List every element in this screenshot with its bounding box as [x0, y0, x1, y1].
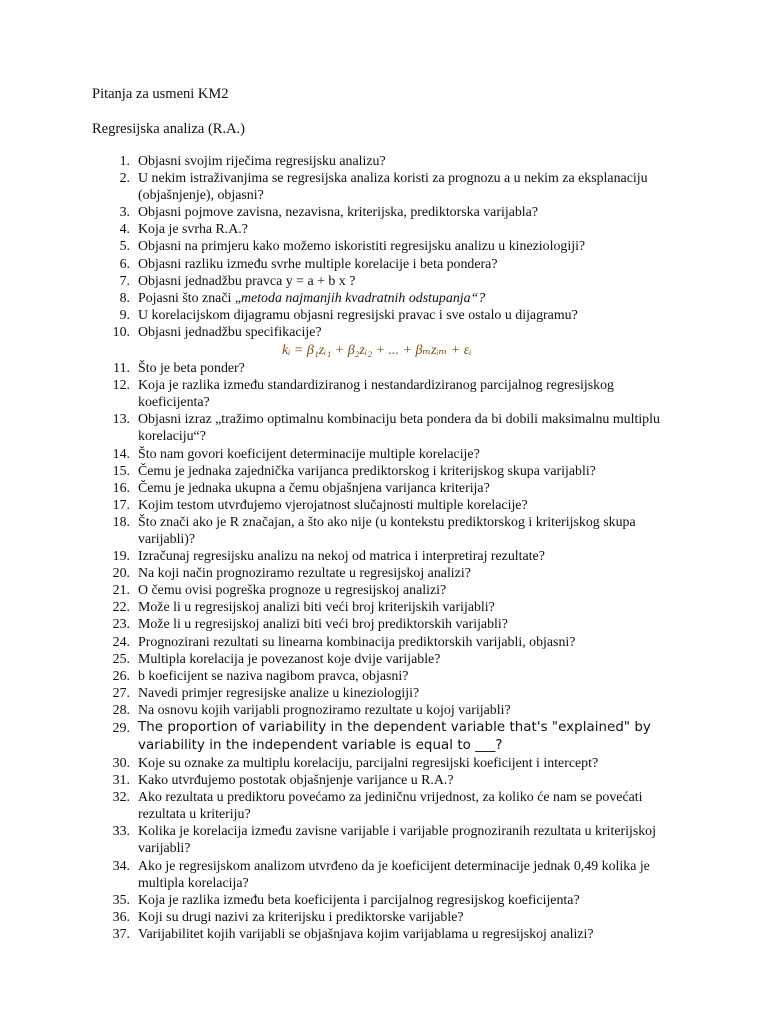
question-text: Ako je regresijskom analizom utvrđeno da je koeficijent determinacije jednak 0,49 kolika je multipla korelacija?: [138, 858, 650, 891]
question-item: [92, 411, 672, 445]
question-number: 31.: [112, 773, 130, 789]
question-number: 8.: [119, 290, 130, 306]
question-number: 36.: [112, 909, 130, 925]
question-number: 33.: [112, 824, 130, 840]
question-number: 10.: [112, 324, 130, 340]
question-text: Prognozirani rezultati su linearna kombinacija prediktorskih varijabli, objasni?: [138, 634, 576, 650]
question-number: 20.: [112, 566, 130, 582]
question-number: 16.: [112, 480, 130, 496]
question-item: [92, 360, 672, 377]
question-item: [92, 823, 672, 857]
question-number: 26.: [112, 668, 130, 684]
question-item: [92, 892, 672, 909]
question-number: 19.: [112, 549, 130, 565]
question-number: 30.: [112, 756, 130, 771]
question-item: [92, 599, 672, 616]
question-number: 32.: [112, 790, 130, 806]
question-number: 28.: [112, 702, 130, 718]
question-text: Koji su drugi nazivi za kriterijsku i prediktorske varijable?: [138, 909, 464, 925]
question-item: [92, 324, 672, 341]
question-text: Na koji način prognoziramo rezultate u regresijskoj analizi?: [138, 566, 471, 582]
question-text-part: Pojasni što znači „: [138, 290, 241, 306]
specification-equation: kᵢ = β₁zᵢ₁ + β₂zᵢ₂ + ... + βₘzᵢₘ + εᵢ: [282, 343, 472, 359]
question-text: O čemu ovisi pogreška prognoze u regresijskoj analizi?: [138, 583, 447, 599]
question-item: [92, 153, 672, 170]
question-item: [92, 789, 672, 823]
question-number: 27.: [112, 685, 130, 701]
question-number: 14.: [112, 446, 130, 462]
question-text: Koja je razlika između beta koeficijenta i parcijalnog regresijskog koeficijenta?: [138, 892, 580, 908]
question-number: 5.: [119, 239, 130, 255]
question-number: 29.: [112, 721, 130, 736]
question-item: [92, 685, 672, 702]
question-item: [92, 238, 672, 255]
question-number: 23.: [112, 617, 130, 633]
question-number: 6.: [119, 256, 130, 272]
question-text: Objasni pojmove zavisna, nezavisna, kriterijska, prediktorska varijabla?: [138, 205, 538, 221]
question-text: Kojim testom utvrđujemo vjerojatnost slučajnosti multiple korelacije?: [138, 497, 528, 513]
question-item: [92, 273, 672, 290]
question-item: [92, 702, 672, 719]
question-item: [92, 377, 672, 411]
question-number: 11.: [113, 361, 130, 377]
document-title: Pitanja za usmeni KM2: [92, 86, 229, 102]
question-text: Multipla korelacija je povezanost koje dvije varijable?: [138, 651, 441, 667]
question-number: 12.: [112, 378, 130, 394]
question-number: 7.: [119, 273, 130, 289]
question-item: [92, 755, 672, 772]
section-title: Regresijska analiza (R.A.): [92, 121, 246, 137]
question-text: Navedi primjer regresijske analize u kineziologiji?: [138, 685, 420, 701]
question-text: Čemu je jednaka ukupna a čemu objašnjena varijanca kriterija?: [138, 480, 490, 496]
question-text: Objasni jednadžbu specifikacije?: [138, 324, 322, 340]
question-text: U nekim istraživanjima se regresijska analiza koristi za prognozu a u nekim za eksplanaciju (objašnjenje), objasni?: [138, 171, 648, 204]
question-item: [92, 497, 672, 514]
question-item: [92, 926, 672, 943]
question-text: The proportion of variability in the dependent variable that's "explained" by variability in the independent variable is equal to ___?: [138, 720, 651, 753]
question-text: Objasni svojim riječima regresijsku analizu?: [138, 154, 386, 169]
question-number: 17.: [112, 497, 130, 513]
question-item: [92, 634, 672, 651]
question-item: [92, 307, 672, 324]
question-number: 15.: [112, 463, 130, 479]
question-text: Čemu je jednaka zajednička varijanca prediktorskog i kriterijskog skupa varijabli?: [138, 463, 596, 479]
question-number: 21.: [112, 583, 130, 599]
question-item: [92, 170, 672, 204]
question-item: [92, 548, 672, 565]
question-number: 25.: [112, 651, 130, 667]
question-item: [92, 463, 672, 480]
question-item: [92, 446, 672, 463]
question-number: 4.: [119, 222, 130, 238]
question-text: Može li u regresijskoj analizi biti veći broj prediktorskih varijabli?: [138, 617, 508, 633]
question-number: 24.: [112, 634, 130, 650]
question-item: [92, 480, 672, 497]
question-item: [92, 221, 672, 238]
question-text: Može li u regresijskoj analizi biti veći broj kriterijskih varijabli?: [138, 600, 495, 616]
question-number: 9.: [119, 307, 130, 323]
question-item: [92, 719, 672, 755]
question-text: Objasni razliku između svrhe multiple korelacije i beta pondera?: [138, 256, 498, 272]
question-text: Koja je svrha R.A.?: [138, 222, 248, 238]
question-number: 1.: [119, 154, 130, 169]
question-text: Što je beta ponder?: [138, 361, 245, 377]
question-text-part: “?: [470, 290, 486, 306]
question-text: Objasni jednadžbu pravca y = a + b x ?: [138, 273, 356, 289]
question-item: [92, 616, 672, 633]
question-number: 3.: [119, 205, 130, 221]
question-item: [92, 651, 672, 668]
question-text: Ako rezultata u prediktoru povećamo za jediničnu vrijednost, za koliko će nam se povećati rezultata u kriteriju?: [138, 790, 643, 823]
question-text: Koja je razlika između standardiziranog i nestandardiziranog parcijalnog regresijskog koeficijenta?: [138, 378, 614, 411]
question-text-italic: metoda najmanjih kvadratnih odstupanja: [241, 290, 471, 306]
question-text: Izračunaj regresijsku analizu na nekoj od matrica i interpretiraj rezultate?: [138, 549, 545, 565]
question-number: 2.: [119, 171, 130, 187]
question-text: [138, 290, 672, 307]
question-item: [92, 582, 672, 599]
question-text: Objasni na primjeru kako možemo iskoristiti regresijsku analizu u kineziologiji?: [138, 239, 586, 255]
question-number: 22.: [112, 600, 130, 616]
question-number: 18.: [112, 514, 130, 530]
question-text: Što nam govori koeficijent determinacije multiple korelacije?: [138, 446, 480, 462]
question-number: 34.: [112, 858, 130, 874]
question-text: Objasni izraz „tražimo optimalnu kombinaciju beta pondera da bi dobili maksimalnu multiplu korelaciju“?: [138, 412, 660, 445]
question-text: Što znači ako je R značajan, a što ako nije (u kontekstu prediktorskog i kriterijskog skupa varijabli)?: [138, 514, 636, 547]
question-item: [92, 514, 672, 548]
question-list: [92, 153, 672, 943]
question-item: [92, 256, 672, 273]
question-text: Kako utvrđujemo postotak objašnjenje varijance u R.A.?: [138, 773, 454, 789]
question-text: U korelacijskom dijagramu objasni regresijski pravac i sve ostalo u dijagramu?: [138, 307, 578, 323]
question-number: 35.: [112, 892, 130, 908]
question-number: 13.: [112, 412, 130, 428]
question-text: Varijabilitet kojih varijabli se objašnjava kojim varijablama u regresijskoj analizi?: [138, 926, 594, 942]
question-item: [92, 668, 672, 685]
question-number: 37.: [112, 926, 130, 942]
question-item: [92, 858, 672, 892]
question-item: [92, 290, 672, 307]
question-item: [92, 565, 672, 582]
question-text: Kolika je korelacija između zavisne varijable i varijable prognoziranih rezultata u kriterijskoj varijabli?: [138, 824, 656, 857]
question-item: [92, 909, 672, 926]
question-item: [92, 204, 672, 221]
question-text: b koeficijent se naziva nagibom pravca, objasni?: [138, 668, 409, 684]
question-text: Na osnovu kojih varijabli prognoziramo rezultate u kojoj varijabli?: [138, 702, 511, 718]
question-item: [92, 772, 672, 789]
question-text: Koje su oznake za multiplu korelaciju, parcijalni regresijski koeficijent i intercept?: [138, 756, 599, 771]
